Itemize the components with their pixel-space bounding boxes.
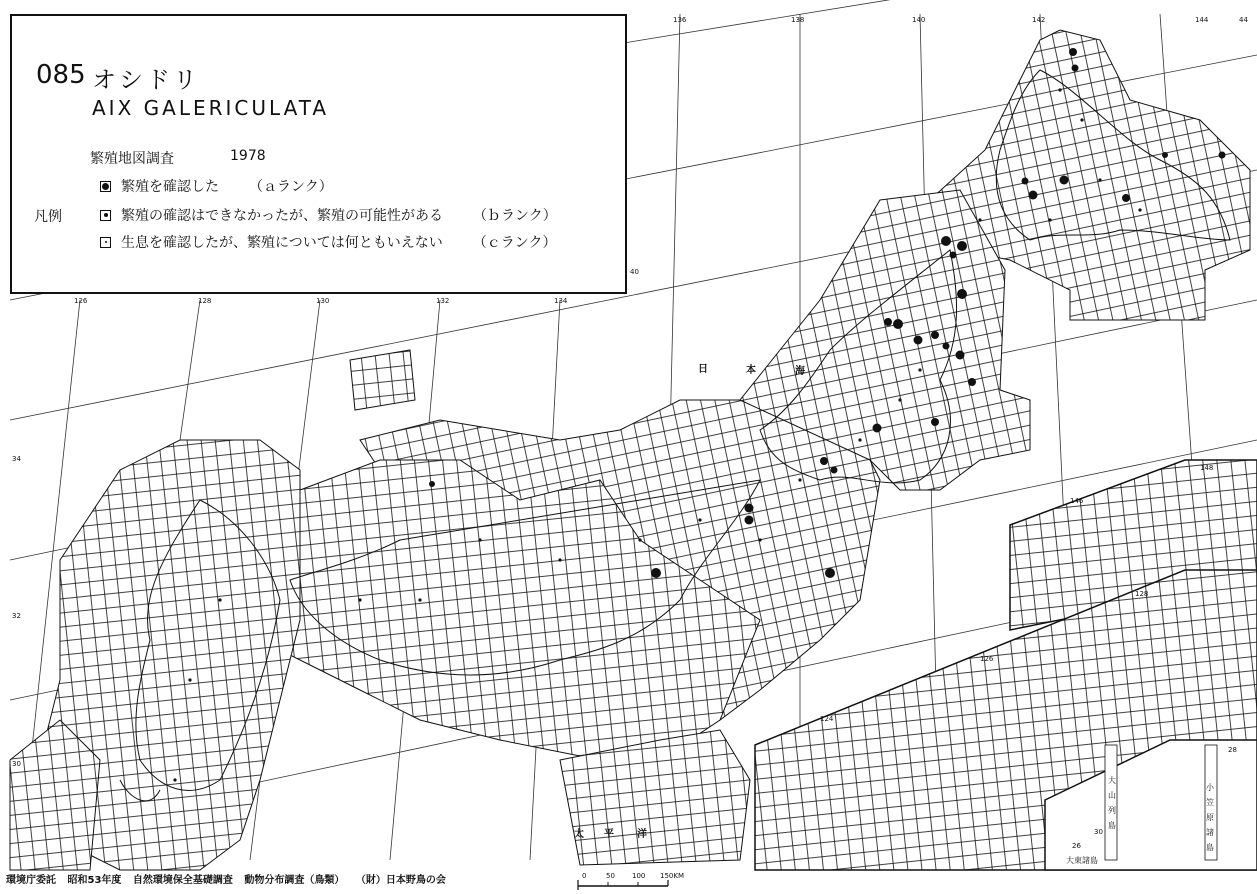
rank-a-dot	[914, 336, 923, 345]
oyama-label-4: 島	[1108, 821, 1116, 830]
lon-tick-136: 136	[673, 16, 687, 24]
rank-a-dot	[825, 568, 835, 578]
inset-tick-128: 128	[1135, 590, 1149, 598]
rank-a-dot	[831, 467, 838, 474]
oyama-label-2: 山	[1108, 791, 1116, 800]
lon-tick-126: 126	[74, 297, 88, 305]
lon-tick-134: 134	[554, 297, 568, 305]
inset-tick-124: 124	[820, 715, 834, 723]
rank-c-dot	[918, 368, 921, 371]
rank-a-dot	[956, 351, 965, 360]
rank-c-dot	[218, 598, 221, 601]
lat-tick-34: 34	[12, 455, 21, 463]
sea-label-japan-1: 日	[698, 364, 708, 375]
oyama-label-3: 列	[1108, 806, 1116, 815]
daito-label-1: 大	[1066, 856, 1074, 865]
rank-c-dot	[798, 478, 801, 481]
rank-a-dot	[1060, 176, 1069, 185]
daito-label-2: 東	[1074, 856, 1082, 865]
ogasawara-label-4: 諸	[1206, 828, 1214, 837]
rank-c-dot	[173, 778, 176, 781]
rank-c-dot	[858, 438, 861, 441]
legend-item-rank-b	[100, 205, 557, 225]
rank-a-dot	[968, 378, 976, 386]
inset-tick-26: 26	[1072, 842, 1081, 850]
inset-tick-126: 126	[980, 655, 994, 663]
species-name-jp: オシドリ	[92, 66, 200, 94]
legend-item-rank: （ａランク）	[249, 179, 333, 195]
rank-c-dot	[558, 558, 561, 561]
sea-label-pacific-1: 太	[574, 829, 584, 840]
square-small-dot-icon	[100, 237, 111, 248]
scale-bar	[574, 866, 684, 892]
scale-label-150km: 150KM	[660, 872, 684, 880]
sea-label-pacific-2: 平	[604, 829, 614, 840]
rank-c-dot	[698, 518, 701, 521]
legend-item-rank: （ｃランク）	[472, 235, 557, 251]
rank-c-dot	[1080, 118, 1083, 121]
rank-a-dot	[1069, 48, 1077, 56]
rank-a-dot	[931, 418, 939, 426]
survey-year: 1978	[230, 148, 266, 164]
species-name-latin: AIX GALERICULATA	[92, 96, 330, 120]
square-large-dot-icon	[100, 181, 111, 192]
legend-item-rank: （ｂランク）	[473, 208, 557, 224]
square-medium-dot-icon	[100, 210, 111, 221]
lat-tick-30: 30	[12, 760, 21, 768]
sea-label-pacific-3: 洋	[637, 829, 647, 840]
lon-tick-128: 128	[198, 297, 212, 305]
rank-c-dot	[978, 218, 981, 221]
daito-label-4: 島	[1090, 856, 1098, 865]
rank-c-dot	[358, 598, 361, 601]
legend-item-rank-c	[100, 232, 556, 252]
footer-credit: 環境庁委託 昭和53年度 自然環境保全基礎調査 動物分布調査（鳥類） （財）日本野鳥の会	[6, 875, 446, 886]
rank-c-dot	[638, 538, 641, 541]
rank-a-dot	[1122, 194, 1130, 202]
sea-label-japan-2: 本	[746, 365, 756, 376]
scale-label-0: 0	[582, 872, 587, 880]
species-code: 085	[36, 60, 86, 90]
rank-a-dot	[931, 331, 939, 339]
survey-label: 繁殖地図調査	[90, 151, 174, 167]
ogasawara-label-3: 原	[1206, 813, 1214, 822]
inset-tick-146: 146	[1070, 497, 1084, 505]
rank-c-dot	[758, 538, 761, 541]
rank-c-dot	[1058, 88, 1061, 91]
rank-a-dot	[943, 343, 950, 350]
rank-c-dot	[898, 398, 901, 401]
lon-tick-132: 132	[436, 297, 450, 305]
lat-tick-40: 40	[630, 268, 639, 276]
oyama-label-1: 大	[1108, 776, 1116, 785]
rank-c-dot	[478, 538, 481, 541]
lon-tick-142: 142	[1032, 16, 1046, 24]
rank-a-dot	[957, 241, 967, 251]
grid-tsushima	[350, 350, 415, 410]
rank-c-dot	[1048, 218, 1051, 221]
rank-a-dot	[884, 318, 892, 326]
rank-c-dot	[1138, 208, 1141, 211]
rank-a-dot	[1029, 191, 1038, 200]
rank-c-dot	[429, 481, 435, 487]
scale-label-100: 100	[632, 872, 646, 880]
legend-item-rank-a	[100, 176, 333, 196]
rank-a-dot	[1022, 178, 1029, 185]
ogasawara-label-5: 島	[1206, 843, 1214, 852]
rank-a-dot	[745, 504, 754, 513]
legend-heading: 凡例	[34, 209, 62, 225]
rank-a-dot	[820, 457, 828, 465]
legend-panel	[10, 14, 627, 294]
lat-tick-44: 44	[1239, 16, 1248, 24]
scale-label-50: 50	[606, 872, 615, 880]
rank-a-dot	[1219, 152, 1226, 159]
inset-tick-148: 148	[1200, 464, 1214, 472]
ogasawara-label-2: 笠	[1206, 798, 1214, 807]
lon-tick-144: 144	[1195, 16, 1209, 24]
rank-a-dot	[745, 516, 754, 525]
rank-a-dot	[957, 289, 967, 299]
lon-tick-140: 140	[912, 16, 926, 24]
lon-tick-138: 138	[791, 16, 805, 24]
rank-a-dot	[873, 424, 882, 433]
lat-tick-32: 32	[12, 612, 21, 620]
lon-tick-130: 130	[316, 297, 330, 305]
rank-a-dot	[893, 319, 903, 329]
rank-a-dot	[941, 236, 951, 246]
daito-label	[1066, 855, 1098, 866]
legend-item-text: 生息を確認したが、繁殖については何ともいえない	[121, 235, 443, 251]
rank-c-dot	[418, 598, 421, 601]
legend-item-text: 繁殖を確認した	[121, 179, 219, 195]
legend-item-text: 繁殖の確認はできなかったが、繁殖の可能性がある	[121, 208, 443, 224]
rank-c-dot	[1098, 178, 1101, 181]
sea-label-japan-3: 海	[795, 366, 805, 377]
daito-label-3: 諸	[1082, 856, 1090, 865]
rank-a-dot	[1162, 152, 1168, 158]
rank-a-dot	[651, 568, 661, 578]
inset-tick-30: 30	[1094, 828, 1103, 836]
inset-tick-28: 28	[1228, 746, 1237, 754]
rank-a-dot	[950, 252, 957, 259]
rank-c-dot	[188, 678, 191, 681]
ogasawara-label-1: 小	[1206, 783, 1214, 792]
rank-a-dot	[1072, 65, 1079, 72]
